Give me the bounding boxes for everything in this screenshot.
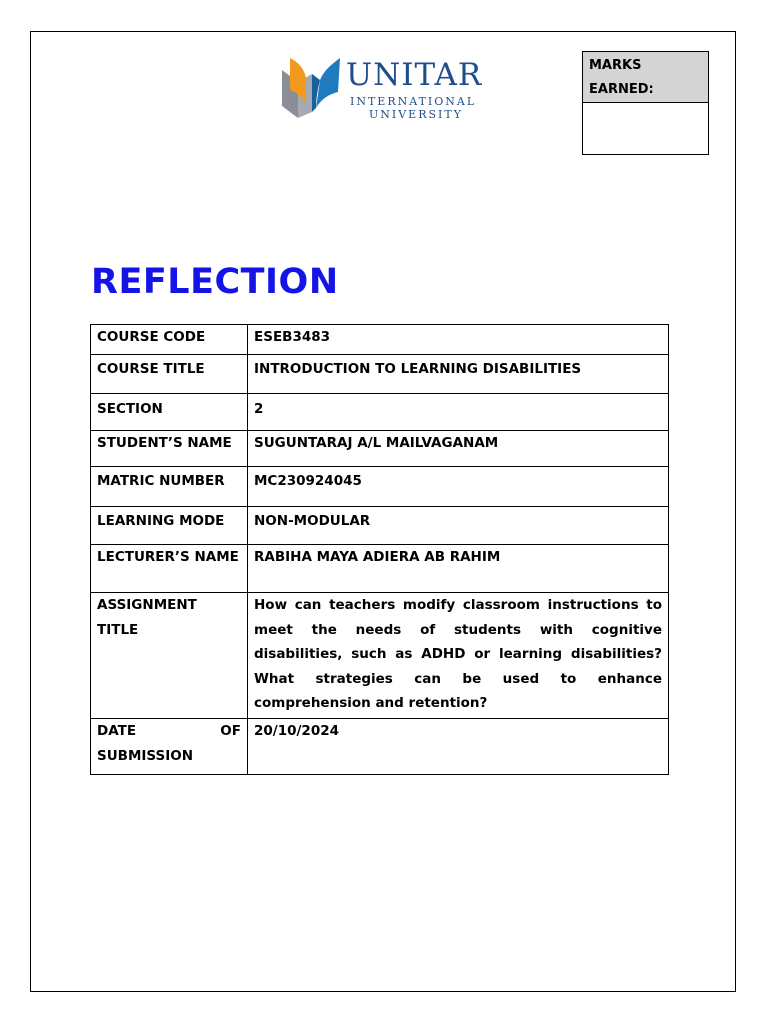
logo-wordmark: UNITAR — [346, 57, 483, 93]
document-title: REFLECTION — [91, 262, 339, 302]
unitar-book-emblem-icon — [276, 52, 346, 128]
table-row — [91, 355, 669, 394]
table-row — [91, 719, 669, 775]
submission-date-value: 20/10/2024 — [248, 719, 669, 775]
lecturer-name-value: RABIHA MAYA ADIERA AB RAHIM — [248, 545, 669, 593]
learning-mode-value: NON-MODULAR — [248, 507, 669, 545]
marks-earned-box — [582, 51, 709, 155]
lecturer-name-label: LECTURER’S NAME — [91, 545, 248, 593]
logo-subtitle-international: INTERNATIONAL — [350, 95, 477, 108]
course-info-table — [90, 324, 669, 775]
table-row — [91, 431, 669, 467]
table-row — [91, 325, 669, 355]
table-row — [91, 593, 669, 719]
section-label: SECTION — [91, 394, 248, 431]
logo-subtitle-university: UNIVERSITY — [369, 108, 463, 121]
marks-earned-label — [583, 52, 708, 103]
student-name-value: SUGUNTARAJ A/L MAILVAGANAM — [248, 431, 669, 467]
matric-number-value: MC230924045 — [248, 467, 669, 507]
assignment-title-label: ASSIGNMENT TITLE — [91, 593, 248, 719]
assignment-title-value: How can teachers modify classroom instructions to meet the needs of students with cognitive disabilities, such as ADHD or learning disabilities? What strategies can be used to enhance comprehension and retention? — [248, 593, 669, 719]
marks-label-line2: EARNED: — [589, 82, 654, 97]
table-row — [91, 467, 669, 507]
university-logo — [276, 52, 486, 128]
submission-date-label: DATE OF SUBMISSION — [91, 719, 248, 775]
table-row — [91, 394, 669, 431]
learning-mode-label: LEARNING MODE — [91, 507, 248, 545]
course-code-label: COURSE CODE — [91, 325, 248, 355]
student-name-label: STUDENT’S NAME — [91, 431, 248, 467]
matric-number-label: MATRIC NUMBER — [91, 467, 248, 507]
table-row — [91, 545, 669, 593]
course-code-value: ESEB3483 — [248, 325, 669, 355]
marks-label-line1: MARKS — [589, 58, 642, 73]
course-title-value: INTRODUCTION TO LEARNING DISABILITIES — [248, 355, 669, 394]
section-value: 2 — [248, 394, 669, 431]
table-row — [91, 507, 669, 545]
course-title-label: COURSE TITLE — [91, 355, 248, 394]
